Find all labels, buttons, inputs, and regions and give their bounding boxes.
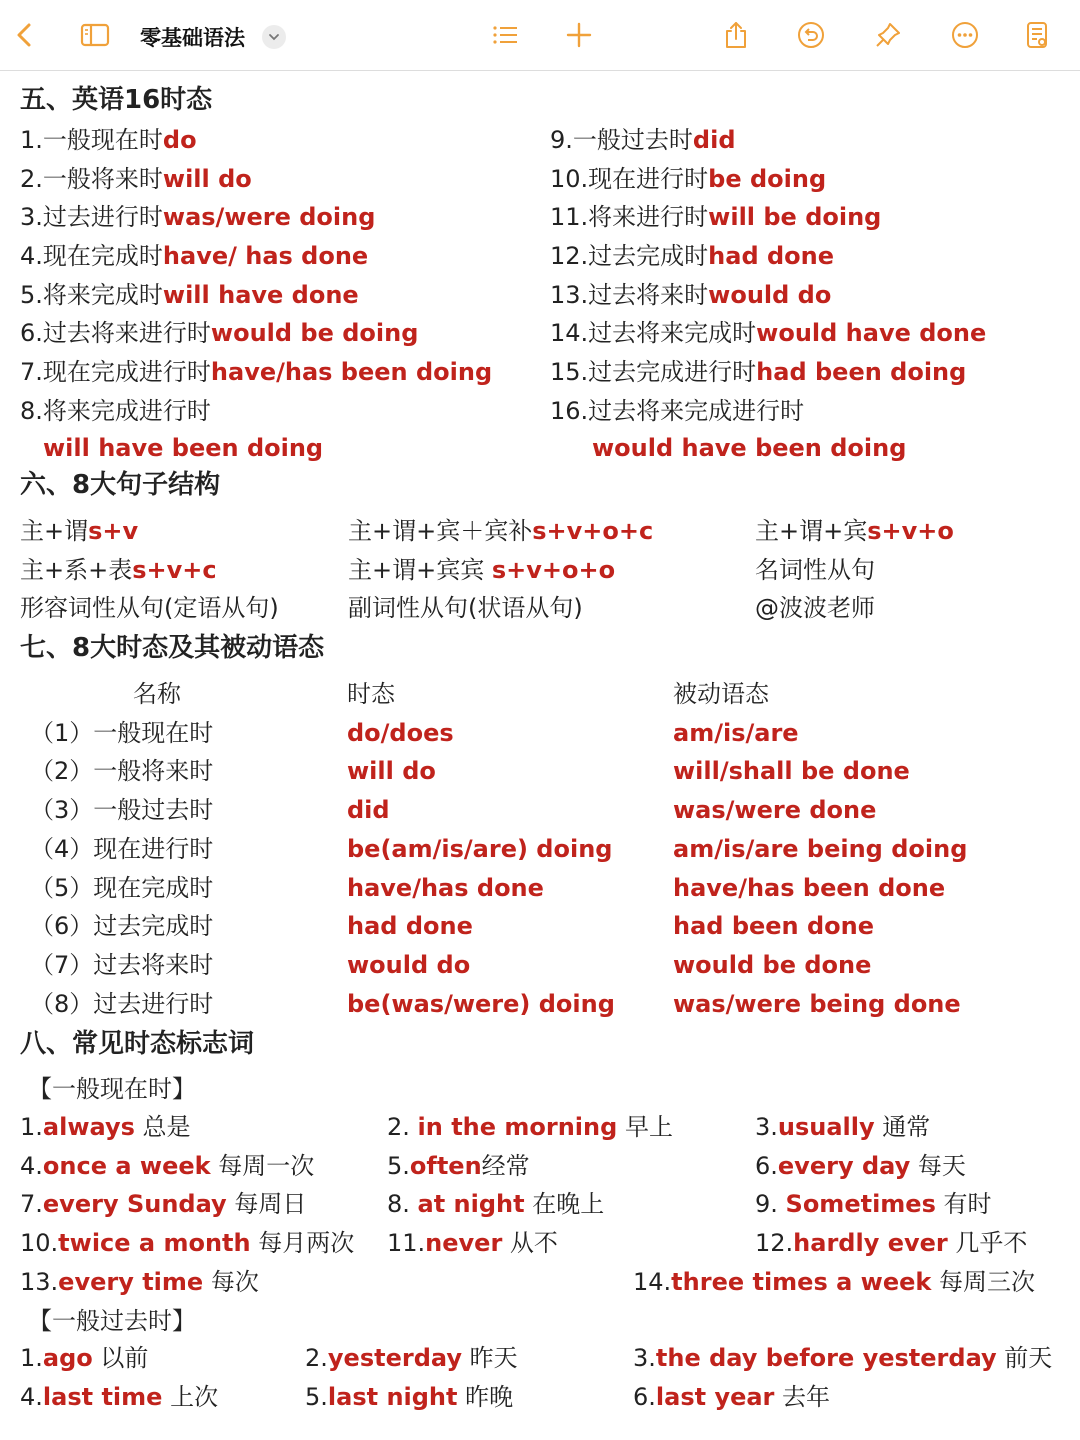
- signal-word-item: [633, 1343, 1052, 1373]
- item-number: 7.: [20, 1190, 43, 1218]
- structure-label: @波波老师: [755, 594, 875, 622]
- tense-row-passive: had been done: [673, 912, 875, 940]
- tense-row-name: （1）一般现在时: [30, 719, 214, 747]
- structure-label: 名词性从句: [755, 556, 875, 584]
- tense-form: would have done: [756, 319, 987, 347]
- signal-meaning: 有时: [935, 1190, 992, 1218]
- tense-form: would do: [708, 281, 832, 309]
- tense-row-form: do/does: [347, 719, 454, 747]
- tense-item: [550, 357, 966, 387]
- tense-form: had been doing: [756, 358, 967, 386]
- signal-word-item: [755, 1228, 1027, 1258]
- tense-row-name: （4）现在进行时: [30, 835, 214, 863]
- tense-row-form: had done: [347, 912, 473, 940]
- tense-row-passive: would be done: [673, 951, 872, 979]
- pin-icon[interactable]: [871, 18, 905, 52]
- toolbar: [0, 0, 1080, 71]
- tense-row-name: （2）一般将来时: [30, 757, 214, 785]
- tense-form: will have done: [162, 281, 359, 309]
- sentence-structure: [20, 593, 279, 623]
- tense-item: [20, 164, 252, 194]
- signal-meaning: 每次: [203, 1268, 259, 1296]
- signal-word-item: [20, 1151, 314, 1181]
- tense-item: [550, 164, 826, 194]
- plus-icon[interactable]: [562, 18, 596, 52]
- signal-word-item: [20, 1343, 148, 1373]
- signal-meaning: 前天: [996, 1344, 1053, 1372]
- item-number: 12.: [755, 1229, 794, 1257]
- column-header: 时态: [347, 680, 395, 708]
- tense-form: be doing: [708, 165, 827, 193]
- tense-name: 13.过去将来时: [550, 281, 709, 309]
- tense-item: [20, 357, 492, 387]
- signal-meaning: 总是: [134, 1113, 191, 1141]
- signal-word-item: [755, 1189, 992, 1219]
- signal-word-item: [633, 1267, 1035, 1297]
- section-7-heading: 七、8大时态及其被动语态: [20, 633, 325, 663]
- tense-form: had done: [708, 242, 835, 270]
- sentence-structure: [755, 555, 875, 585]
- structure-label: 主+谓: [20, 517, 89, 545]
- undo-icon[interactable]: [794, 18, 828, 52]
- signal-meaning: 每周一次: [210, 1152, 315, 1180]
- tense-name: 7.现在完成进行时: [20, 358, 211, 386]
- signal-word: never: [425, 1229, 503, 1257]
- structure-formula: s+v+o+c: [532, 517, 654, 545]
- signal-word-item: [755, 1112, 930, 1142]
- tense-item: [550, 202, 881, 232]
- signal-meaning: 每周三次: [931, 1268, 1035, 1296]
- signal-word: twice a month: [58, 1229, 251, 1257]
- tense-row-name: （7）过去将来时: [30, 951, 214, 979]
- signal-word-item: [387, 1112, 673, 1142]
- sentence-structure: [348, 593, 583, 623]
- tense-item: [20, 202, 375, 232]
- tense-row-passive: will/shall be done: [673, 757, 910, 785]
- item-number: 4.: [20, 1383, 43, 1411]
- signal-word: every day: [777, 1152, 911, 1180]
- item-number: 14.: [633, 1268, 672, 1296]
- item-number: 9.: [755, 1190, 786, 1218]
- signal-word: Sometimes: [785, 1190, 936, 1218]
- tense-name: 1.一般现在时: [20, 126, 163, 154]
- tense-form: will do: [162, 165, 252, 193]
- section-5-heading: 五、英语16时态: [20, 85, 213, 115]
- signal-meaning: 每周日: [226, 1190, 307, 1218]
- tense-item: [20, 241, 368, 271]
- tense-row-passive: have/has been done: [673, 874, 946, 902]
- signal-word: the day before yesterday: [655, 1344, 997, 1372]
- signal-word: three times a week: [671, 1268, 932, 1296]
- tense-item: [20, 280, 359, 310]
- tense-row-name: （3）一般过去时: [30, 796, 214, 824]
- tense-form: would be doing: [210, 319, 419, 347]
- tense-name: 6.过去将来进行时: [20, 319, 211, 347]
- signal-word-item: [20, 1382, 218, 1412]
- tense-form: will be doing: [708, 203, 882, 231]
- tense-form: have/has been doing: [210, 358, 493, 386]
- structure-label: 形容词性从句(定语从句): [20, 594, 279, 622]
- signal-word: hardly ever: [793, 1229, 948, 1257]
- item-number: 5.: [387, 1152, 410, 1180]
- signal-word-item: [633, 1382, 830, 1412]
- tense-form: have/ has done: [162, 242, 369, 270]
- tense-row-form: be(am/is/are) doing: [347, 835, 613, 863]
- tense-row-form: did: [347, 796, 390, 824]
- signal-meaning: 早上: [617, 1113, 673, 1141]
- signal-word-item: [20, 1112, 191, 1142]
- signal-meaning: 从不: [502, 1229, 558, 1257]
- signal-word: yesterday: [327, 1344, 462, 1372]
- share-icon[interactable]: [719, 18, 753, 52]
- structure-label: 主+谓+宾宾: [348, 556, 492, 584]
- tense-name: 5.将来完成时: [20, 281, 163, 309]
- signal-meaning: 每月两次: [250, 1229, 355, 1257]
- signal-meaning: 每天: [910, 1152, 966, 1180]
- tense-item: [550, 396, 804, 426]
- tense-row-passive: was/were done: [673, 796, 877, 824]
- tense-row-name: （8）过去进行时: [30, 990, 214, 1018]
- tense-form: was/were doing: [162, 203, 376, 231]
- tense-row-passive: was/were being done: [673, 990, 961, 1018]
- tense-item: [550, 125, 736, 155]
- item-number: 10.: [20, 1229, 59, 1257]
- signal-meaning: 昨晚: [457, 1383, 514, 1411]
- item-number: 11.: [387, 1229, 426, 1257]
- item-number: 13.: [20, 1268, 59, 1296]
- item-number: 8.: [387, 1190, 418, 1218]
- signal-meaning: 去年: [774, 1383, 831, 1411]
- subheading-past: 【一般过去时】: [28, 1307, 196, 1335]
- sentence-structure: [348, 516, 653, 546]
- signal-word: ago: [42, 1344, 93, 1372]
- column-header: 被动语态: [673, 680, 769, 708]
- tense-item: [550, 318, 986, 348]
- tense-row-passive: am/is/are being doing: [673, 835, 968, 863]
- structure-formula: s+v+o: [867, 517, 954, 545]
- item-number: 6.: [633, 1383, 656, 1411]
- document-body: [0, 70, 1080, 1440]
- document-title[interactable]: 零基础语法: [140, 26, 245, 50]
- item-number: 3.: [633, 1344, 656, 1372]
- column-header: 名称: [133, 680, 181, 708]
- structure-formula: s+v+c: [132, 556, 217, 584]
- tense-row-passive: am/is/are: [673, 719, 799, 747]
- signal-word: usually: [777, 1113, 875, 1141]
- signal-word-item: [20, 1267, 259, 1297]
- tense-name: 9.一般过去时: [550, 126, 693, 154]
- sentence-structure: [755, 516, 954, 546]
- tense-name: 16.过去将来完成进行时: [550, 397, 805, 425]
- tense-name: 15.过去完成进行时: [550, 358, 757, 386]
- signal-word-item: [20, 1189, 306, 1219]
- subheading-present: 【一般现在时】: [28, 1075, 196, 1103]
- tense-item: [550, 241, 834, 271]
- back-chevron-icon[interactable]: [8, 18, 42, 52]
- structure-label: 主+系+表: [20, 556, 133, 584]
- sidebar-icon[interactable]: [78, 18, 112, 52]
- chevron-down-icon[interactable]: [262, 25, 286, 49]
- signal-word: every time: [58, 1268, 204, 1296]
- signal-meaning: 几乎不: [947, 1229, 1028, 1257]
- tense-form: do: [162, 126, 197, 154]
- item-number: 2.: [305, 1344, 328, 1372]
- signal-meaning: 通常: [874, 1113, 931, 1141]
- structure-formula: s+v+o+o: [491, 556, 616, 584]
- tense-row-form: will do: [347, 757, 436, 785]
- item-number: 1.: [20, 1344, 43, 1372]
- item-number: 2.: [387, 1113, 418, 1141]
- tense-row-form: be(was/were) doing: [347, 990, 615, 1018]
- sentence-structure: [348, 555, 615, 585]
- section-8-heading: 八、常见时态标志词: [20, 1029, 255, 1059]
- tense-form: would have been doing: [592, 434, 907, 462]
- signal-word-item: [387, 1189, 604, 1219]
- signal-word: last year: [655, 1383, 775, 1411]
- tense-name: 8.将来完成进行时: [20, 397, 211, 425]
- item-number: 5.: [305, 1383, 328, 1411]
- signal-meaning: 昨天: [461, 1344, 518, 1372]
- tense-item: [550, 280, 831, 310]
- signal-word: every Sunday: [42, 1190, 227, 1218]
- signal-meaning: 以前: [92, 1344, 149, 1372]
- tense-name: 2.一般将来时: [20, 165, 163, 193]
- item-number: 4.: [20, 1152, 43, 1180]
- more-icon[interactable]: [948, 18, 982, 52]
- tense-form: did: [692, 126, 736, 154]
- section-6-heading: 六、8大句子结构: [20, 470, 221, 500]
- signal-word: often: [409, 1152, 482, 1180]
- tense-item: [20, 396, 211, 426]
- signal-word-item: [305, 1343, 518, 1373]
- signal-word-item: [755, 1151, 966, 1181]
- tense-name: 4.现在完成时: [20, 242, 163, 270]
- notes-icon[interactable]: [1020, 18, 1054, 52]
- item-number: 6.: [755, 1152, 778, 1180]
- tense-name: 12.过去完成时: [550, 242, 709, 270]
- signal-word-item: [387, 1228, 558, 1258]
- signal-word-item: [387, 1151, 530, 1181]
- item-number: 3.: [755, 1113, 778, 1141]
- signal-meaning: 经常: [481, 1152, 530, 1180]
- tense-name: 3.过去进行时: [20, 203, 163, 231]
- tense-form: will have been doing: [43, 434, 324, 462]
- tense-item: [20, 318, 418, 348]
- signal-word: at night: [417, 1190, 525, 1218]
- signal-word: always: [42, 1113, 135, 1141]
- signal-word: once a week: [42, 1152, 211, 1180]
- sentence-structure: [20, 555, 217, 585]
- structure-label: 主+谓+宾＋宾补: [348, 517, 533, 545]
- tense-name: 14.过去将来完成时: [550, 319, 757, 347]
- list-icon[interactable]: [488, 18, 522, 52]
- signal-meaning: 上次: [162, 1383, 219, 1411]
- tense-row-name: （6）过去完成时: [30, 912, 214, 940]
- sentence-structure: [20, 516, 138, 546]
- tense-row-name: （5）现在完成时: [30, 874, 214, 902]
- signal-word-item: [20, 1228, 354, 1258]
- signal-word-item: [305, 1382, 513, 1412]
- tense-name: 11.将来进行时: [550, 203, 709, 231]
- structure-label: 副词性从句(状语从句): [348, 594, 583, 622]
- item-number: 1.: [20, 1113, 43, 1141]
- tense-row-form: would do: [347, 951, 471, 979]
- structure-label: 主+谓+宾: [755, 517, 868, 545]
- tense-name: 10.现在进行时: [550, 165, 709, 193]
- signal-word: last night: [327, 1383, 458, 1411]
- signal-word: in the morning: [417, 1113, 618, 1141]
- signal-word: last time: [42, 1383, 163, 1411]
- tense-item: [20, 125, 197, 155]
- signal-meaning: 在晚上: [524, 1190, 605, 1218]
- sentence-structure: [755, 593, 875, 623]
- tense-row-form: have/has done: [347, 874, 544, 902]
- structure-formula: s+v: [88, 517, 139, 545]
